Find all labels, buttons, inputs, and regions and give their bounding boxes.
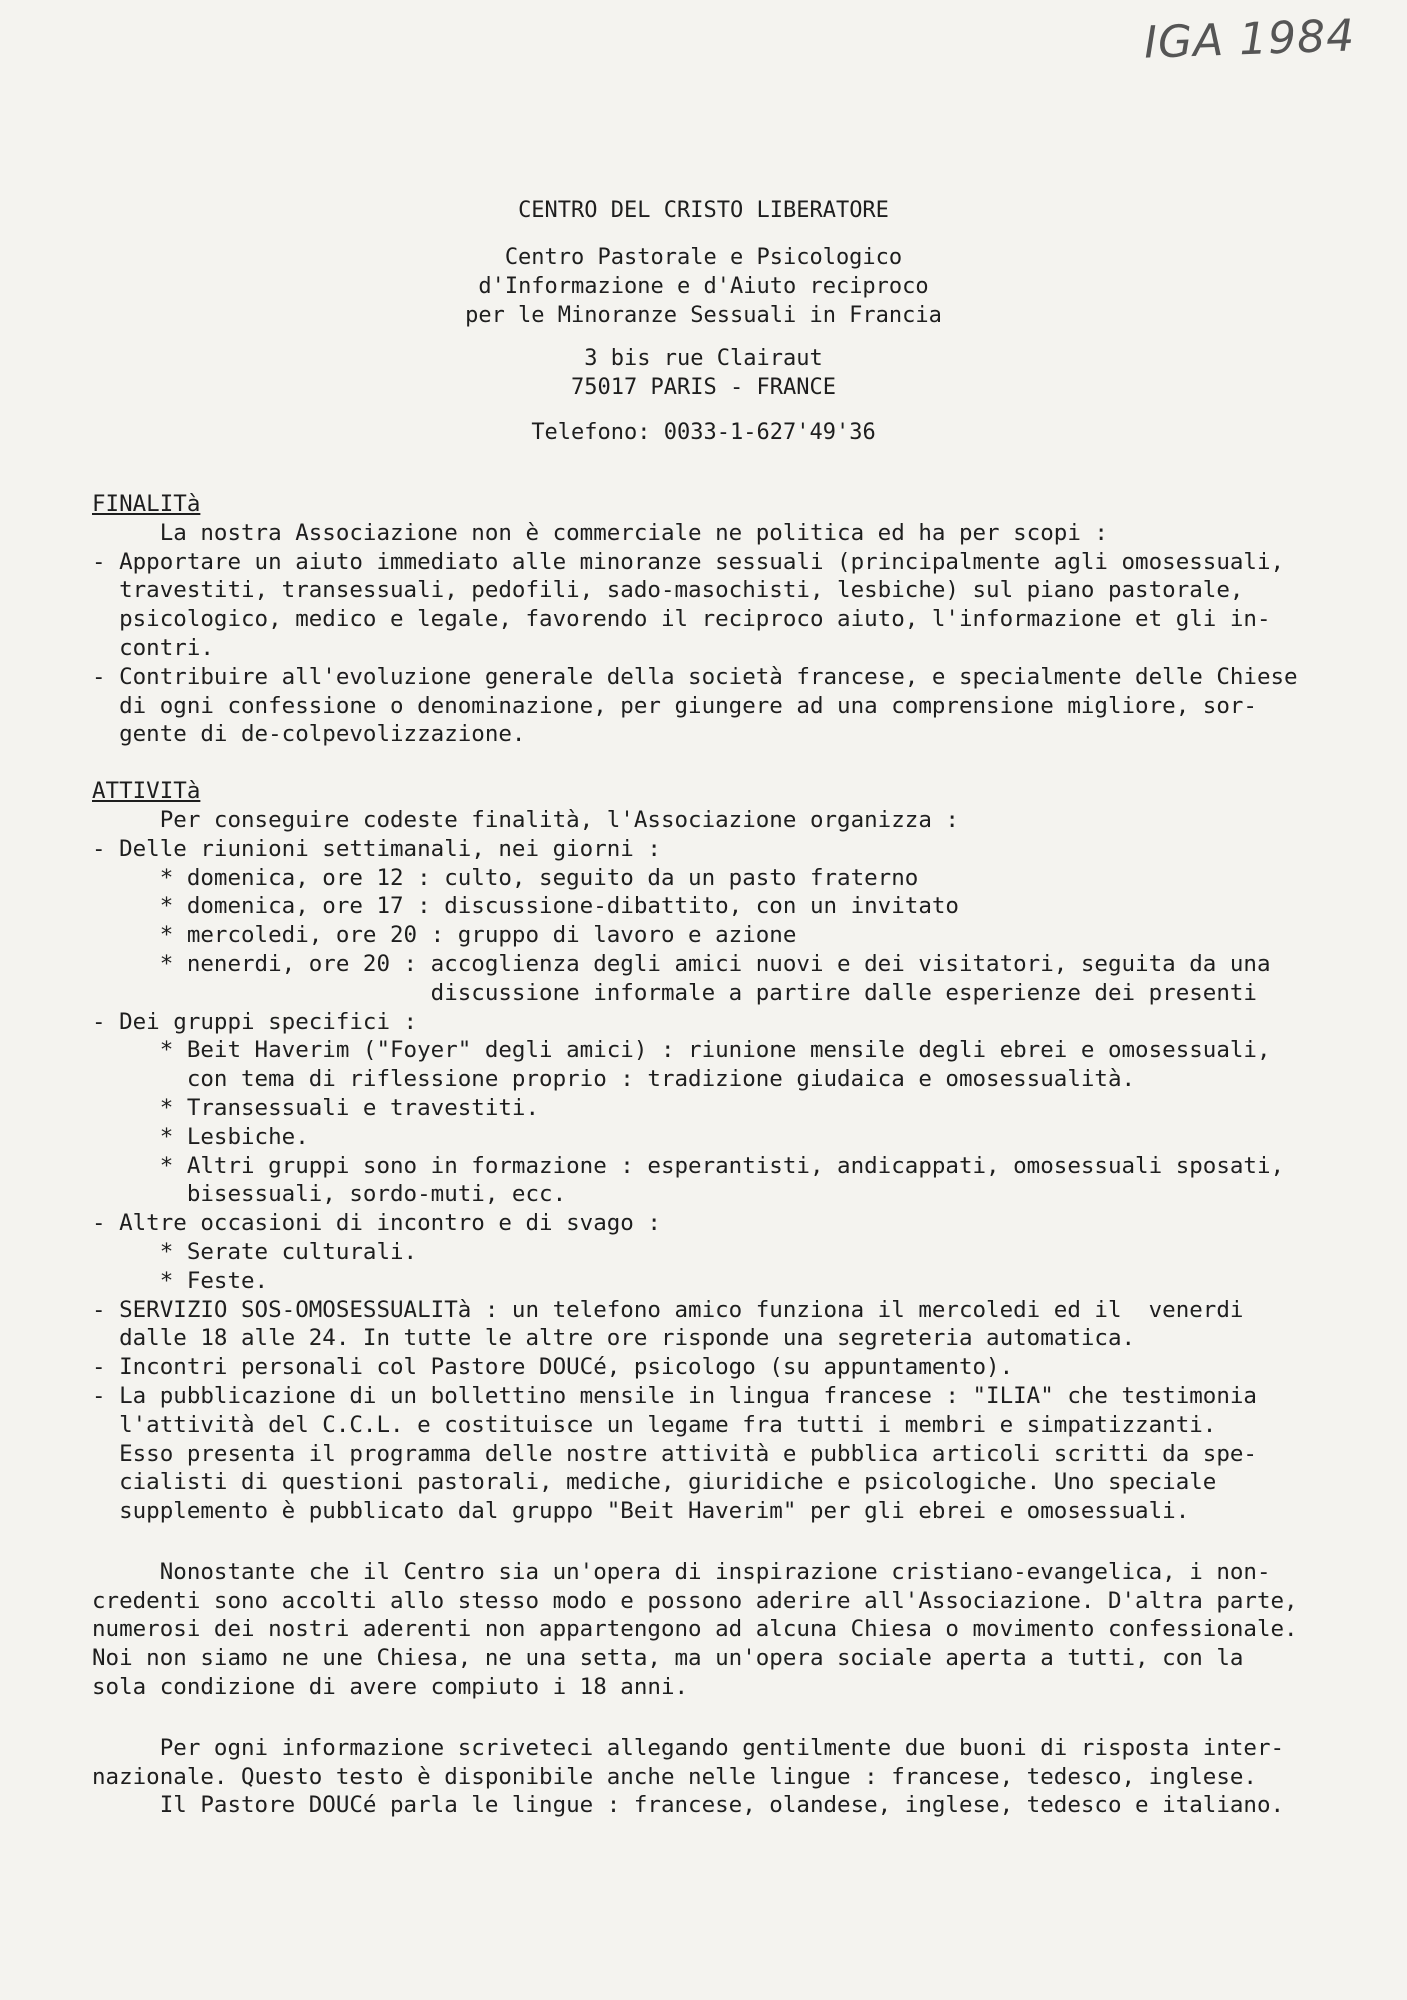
text-line: gente di de-colpevolizzazione. <box>92 721 526 748</box>
text-line: credenti sono accolti allo stesso modo e possono aderire all'Associazione. D'altra parte, <box>92 1587 1298 1614</box>
phone-block <box>0 418 1407 447</box>
text-line: - La pubblicazione di un bollettino mensile in lingua francese : "ILIA" che testimonia <box>92 1382 1257 1409</box>
text-line: Esso presenta il programma delle nostre attività e pubblica articoli scritti da spe- <box>92 1440 1257 1467</box>
text-line: - Incontri personali col Pastore DOUCé, psicologo (su appuntamento). <box>92 1354 1014 1381</box>
text-line: di ogni confessione o denominazione, per giungere ad una comprensione migliore, sor- <box>92 692 1257 719</box>
paragraph-contact-info <box>92 1734 1362 1820</box>
text-line: La nostra Associazione non è commerciale ne politica ed ha per scopi : <box>92 519 1108 546</box>
text-line: * domenica, ore 17 : discussione-dibattito, con un invitato <box>92 893 959 920</box>
text-line: l'attività del C.C.L. e costituisce un legame fra tutti i membri e simpatizzanti. <box>92 1411 1217 1438</box>
text-line: * mercoledi, ore 20 : gruppo di lavoro e azione <box>92 922 797 949</box>
text-line: nazionale. Questo testo è disponibile anche nelle lingue : francese, tedesco, inglese. <box>92 1763 1257 1790</box>
text-line: Noi non siamo ne une Chiesa, ne una setta, ma un'opera sociale aperta a tutti, con la <box>92 1645 1244 1672</box>
text-line: * Altri gruppi sono in formazione : esperantisti, andicappati, omosessuali sposati, <box>92 1152 1285 1179</box>
text-line: contri. <box>92 634 214 661</box>
paragraph-membership <box>92 1558 1362 1702</box>
text-line: * Lesbiche. <box>92 1123 309 1150</box>
text-line: * Transessuali e travestiti. <box>92 1094 540 1121</box>
text-line: discussione informale a partire dalle esperienze dei presenti <box>92 979 1257 1006</box>
text-line: Per ogni informazione scriveteci allegando gentilmente due buoni di risposta inter- <box>92 1734 1285 1761</box>
text-line: * Serate culturali. <box>92 1238 418 1265</box>
finalita-section <box>92 519 1362 749</box>
handwritten-annotation: IGA 1984 <box>1143 10 1356 69</box>
text-line: cialisti di questioni pastorali, mediche, giuridiche e psicologiche. Uno speciale <box>92 1469 1217 1496</box>
document-body <box>92 490 1362 1820</box>
text-line: travestiti, transessuali, pedofili, sado-masochisti, lesbiche) sul piano pastorale, <box>92 577 1244 604</box>
subtitle-line-2: d'Informazione e d'Aiuto reciproco <box>478 274 929 299</box>
text-line: - SERVIZIO SOS-OMOSESSUALITà : un telefono amico funziona il mercoledi ed il venerdi <box>92 1296 1244 1323</box>
text-line: sola condizione di avere compiuto i 18 anni. <box>92 1674 689 1701</box>
address-street: 3 bis rue Clairaut <box>584 346 823 371</box>
text-line: Il Pastore DOUCé parla le lingue : francese, olandese, inglese, tedesco e italiano. <box>92 1792 1285 1819</box>
text-line: numerosi dei nostri aderenti non appartengono ad alcuna Chiesa o movimento confessionale. <box>92 1616 1298 1643</box>
text-line: - Altre occasioni di incontro e di svago : <box>92 1210 661 1237</box>
text-line: supplemento è pubblicato dal gruppo "Beit Haverim" per gli ebrei e omosessuali. <box>92 1498 1190 1525</box>
text-line: dalle 18 alle 24. In tutte le altre ore risponde una segreteria automatica. <box>92 1325 1136 1352</box>
organization-title: CENTRO DEL CRISTO LIBERATORE <box>518 198 889 223</box>
text-line: - Dei gruppi specifici : <box>92 1008 418 1035</box>
section-heading-attivita: ATTIVITà <box>92 778 201 805</box>
text-line: psicologico, medico e legale, favorendo il reciproco aiuto, l'informazione et gli in- <box>92 606 1271 633</box>
text-line: bisessuali, sordo-muti, ecc. <box>92 1181 567 1208</box>
attivita-section <box>92 806 1362 1526</box>
text-line: con tema di riflessione proprio : tradizione giudaica e omosessualità. <box>92 1066 1136 1093</box>
address-city: 75017 PARIS - FRANCE <box>571 375 836 400</box>
text-line: Nonostante che il Centro sia un'opera di inspirazione cristiano-evangelica, i non- <box>92 1558 1271 1585</box>
subtitle-line-1: Centro Pastorale e Psicologico <box>504 245 903 270</box>
text-line: * Beit Haverim ("Foyer" degli amici) : riunione mensile degli ebrei e omosessuali, <box>92 1037 1271 1064</box>
text-line: - Contribuire all'evoluzione generale della società francese, e specialmente delle Chiese <box>92 663 1298 690</box>
phone-number: Telefono: 0033-1-627'49'36 <box>531 420 876 445</box>
text-line: Per conseguire codeste finalità, l'Associazione organizza : <box>92 806 959 833</box>
text-line: * nenerdi, ore 20 : accoglienza degli amici nuovi e dei visitatori, seguita da una <box>92 950 1271 977</box>
address-block <box>0 344 1407 402</box>
text-line: - Apportare un aiuto immediato alle minoranze sessuali (principalmente agli omosessuali, <box>92 548 1285 575</box>
subtitle-line-3: per le Minoranze Sessuali in Francia <box>465 303 942 328</box>
text-line: * Feste. <box>92 1267 269 1294</box>
text-line: - Delle riunioni settimanali, nei giorni : <box>92 835 661 862</box>
section-heading-finalita: FINALITà <box>92 491 201 517</box>
organization-subtitle <box>0 243 1407 330</box>
text-line: * domenica, ore 12 : culto, seguito da un pasto fraterno <box>92 864 919 891</box>
letterhead <box>0 196 1407 225</box>
